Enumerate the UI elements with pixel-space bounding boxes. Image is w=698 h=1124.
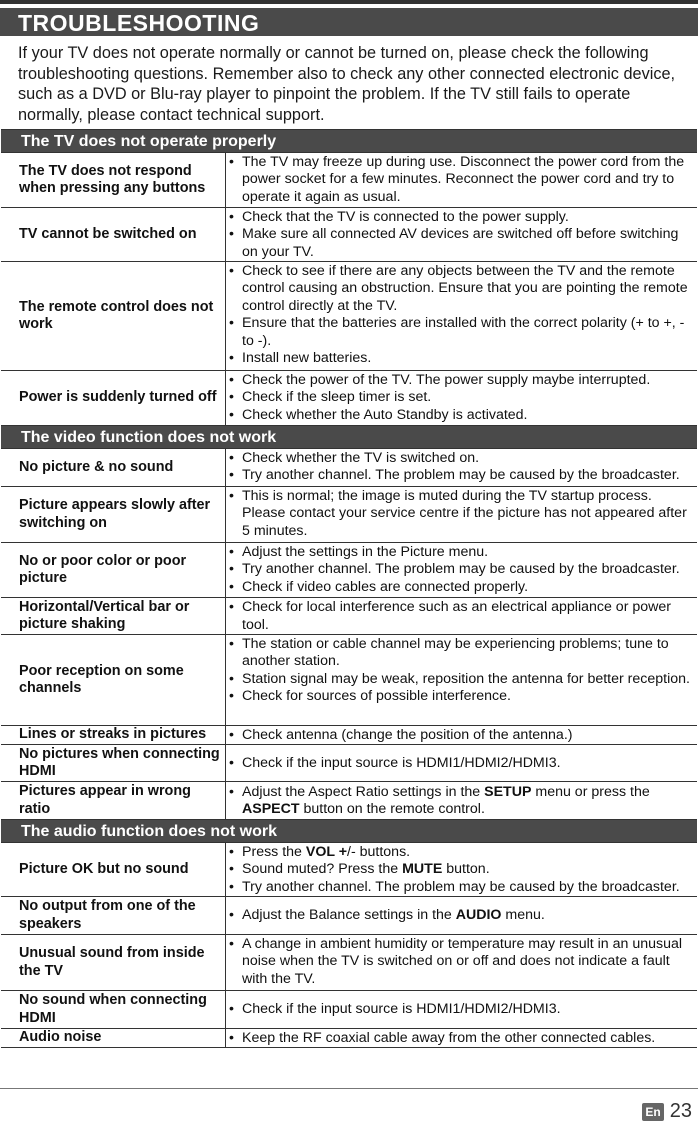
problem-cell: No picture & no sound [1, 449, 226, 486]
solution-item: • Sound muted? Press the MUTE button. [228, 861, 695, 878]
solution-item: • Ensure that the batteries are installed with the correct polarity (+ to +, - to -). [228, 315, 695, 350]
problem-cell: Power is suddenly turned off [1, 371, 226, 425]
table-row [1, 449, 697, 487]
solution-cell [226, 598, 697, 634]
solution-cell [226, 262, 697, 370]
solution-cell [226, 897, 697, 934]
troubleshooting-table [1, 129, 697, 1048]
solution-item: • Check if video cables are connected properly. [228, 579, 695, 596]
table-row [1, 598, 697, 635]
solution-cell [226, 208, 697, 261]
solution-cell [226, 449, 697, 486]
solution-cell [226, 991, 697, 1028]
problem-cell: Horizontal/Vertical bar or picture shaking [1, 598, 226, 634]
problem-cell: No pictures when connecting HDMI [1, 745, 226, 781]
solution-item: • Check for sources of possible interference. [228, 688, 695, 705]
solution-item: • Adjust the Aspect Ratio settings in the SETUP menu or press the ASPECT button on the remote control. [228, 784, 695, 819]
solution-item: • Check for local interference such as an electrical appliance or power tool. [228, 599, 695, 634]
page-title: TROUBLESHOOTING [18, 10, 260, 36]
title-bar [0, 8, 698, 36]
solution-cell [226, 745, 697, 781]
solution-cell [226, 371, 697, 425]
bottom-rule [0, 1088, 698, 1089]
page-footer [642, 1100, 692, 1123]
problem-cell: Picture appears slowly after switching on [1, 487, 226, 542]
problem-cell: The remote control does not work [1, 262, 226, 370]
table-row [1, 935, 697, 991]
solution-cell [226, 543, 697, 597]
table-row [1, 782, 697, 820]
problem-cell: Unusual sound from inside the TV [1, 935, 226, 990]
top-rule [0, 0, 698, 4]
solution-item: • Check if the input source is HDMI1/HDMI2/HDMI3. [228, 755, 561, 772]
section-header: The video function does not work [1, 426, 697, 449]
table-row [1, 208, 697, 262]
solution-cell [226, 487, 697, 542]
problem-cell: Picture OK but no sound [1, 843, 226, 896]
table-row [1, 262, 697, 371]
table-row [1, 843, 697, 897]
intro-paragraph: If your TV does not operate normally or cannot be turned on, please check the following troubleshooting questions. Remember also to check any other connected electronic device, such as a DVD or Blu-ray player to pinpoint the problem. If the TV still fails to operate normally, please contact technical support. [18, 44, 676, 124]
language-badge: En [642, 1103, 663, 1121]
solution-item: • Check whether the TV is switched on. [228, 450, 695, 467]
solution-item: • Station signal may be weak, reposition the antenna for better reception. [228, 671, 695, 688]
solution-item: • Make sure all connected AV devices are switched off before switching on your TV. [228, 226, 695, 261]
solution-item: • Check if the input source is HDMI1/HDMI2/HDMI3. [228, 1001, 561, 1018]
table-row [1, 153, 697, 208]
solution-cell [226, 153, 697, 207]
table-row [1, 897, 697, 935]
solution-item: • The station or cable channel may be experiencing problems; tune to another station. [228, 636, 695, 671]
problem-cell: The TV does not respond when pressing any buttons [1, 153, 226, 207]
solution-item: • The TV may freeze up during use. Disconnect the power cord from the power socket for a few minutes. Reconnect the power cord and try to operate it again as usual. [228, 154, 695, 206]
solution-item: • Try another channel. The problem may be caused by the broadcaster. [228, 879, 695, 896]
solution-item: • Check if the sleep timer is set. [228, 389, 695, 406]
solution-item: • A change in ambient humidity or temperature may result in an unusual noise when the TV is switched on or off and does not indicate a fault with the TV. [228, 936, 695, 988]
table-row [1, 745, 697, 782]
solution-cell [226, 843, 697, 896]
solution-item: • Keep the RF coaxial cable away from the other connected cables. [228, 1030, 655, 1047]
solution-item: • Try another channel. The problem may be caused by the broadcaster. [228, 561, 695, 578]
table-row [1, 1029, 697, 1048]
section-header: The audio function does not work [1, 820, 697, 843]
solution-cell [226, 782, 697, 819]
problem-cell: Poor reception on some channels [1, 635, 226, 725]
solution-item: • Check whether the Auto Standby is activated. [228, 407, 695, 424]
table-row [1, 487, 697, 543]
solution-cell [226, 635, 697, 725]
solution-item: • Press the VOL +/- buttons. [228, 844, 695, 861]
solution-item: • Try another channel. The problem may be caused by the broadcaster. [228, 467, 695, 484]
solution-item: • Adjust the Balance settings in the AUDIO menu. [228, 907, 545, 924]
problem-cell: Audio noise [1, 1029, 226, 1047]
problem-cell: Lines or streaks in pictures [1, 726, 226, 744]
page-number: 23 [669, 1100, 692, 1122]
problem-cell: No output from one of the speakers [1, 897, 226, 934]
solution-cell [226, 935, 697, 990]
solution-item: • Install new batteries. [228, 350, 695, 367]
table-row [1, 635, 697, 726]
solution-cell [226, 726, 697, 744]
problem-cell: TV cannot be switched on [1, 208, 226, 261]
solution-item: • Check the power of the TV. The power supply maybe interrupted. [228, 372, 695, 389]
section-header: The TV does not operate properly [1, 130, 697, 153]
table-row [1, 371, 697, 426]
solution-cell [226, 1029, 697, 1047]
solution-item: • Check that the TV is connected to the power supply. [228, 209, 695, 226]
problem-cell: No sound when connecting HDMI [1, 991, 226, 1028]
problem-cell: No or poor color or poor picture [1, 543, 226, 597]
solution-item: • Check to see if there are any objects between the TV and the remote control causing an obstruction. Ensure that you are pointing the remote control directly at the TV. [228, 263, 695, 315]
problem-cell: Pictures appear in wrong ratio [1, 782, 226, 819]
table-row [1, 543, 697, 598]
solution-item: • Adjust the settings in the Picture menu. [228, 544, 695, 561]
table-row [1, 991, 697, 1029]
table-row [1, 726, 697, 745]
solution-item: • This is normal; the image is muted during the TV startup process. Please contact your service centre if the picture has not appeared after 5 minutes. [228, 488, 695, 540]
solution-item: • Check antenna (change the position of the antenna.) [228, 727, 573, 744]
